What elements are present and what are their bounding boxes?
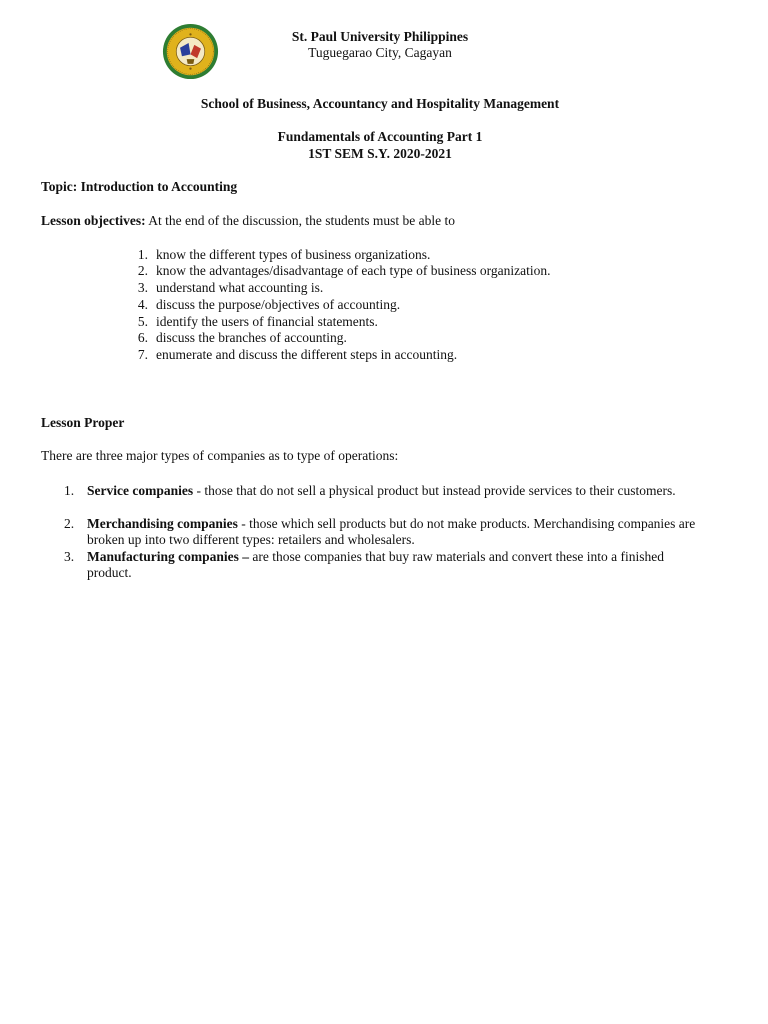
university-name: St. Paul University Philippines: [291, 29, 469, 44]
semester-label: 1ST SEM S.Y. 2020-2021: [308, 146, 452, 161]
list-item-text: know the advantages/disadvantage of each type of business organization.: [156, 263, 551, 278]
list-item-text: identify the users of financial statements.: [156, 314, 378, 329]
list-item-number: 1.: [64, 483, 75, 498]
list-item-number: 3.: [64, 549, 75, 564]
list-item-number: 6.: [137, 330, 148, 345]
list-item-number: 2.: [137, 263, 148, 278]
list-item-number: 5.: [137, 314, 148, 329]
university-location: Tuguegarao City, Cagayan: [308, 45, 452, 60]
list-item-text: understand what accounting is.: [156, 280, 324, 295]
objectives-label: Lesson objectives:: [41, 213, 146, 228]
list-item-number: 2.: [64, 516, 75, 531]
company-type-desc: - those which sell products but do not make products. Merchandising companies are broken up into two different types: retailers and wholesalers.: [87, 516, 696, 547]
list-item-text: discuss the purpose/objectives of accounting.: [156, 297, 401, 312]
list-item-number: 4.: [137, 297, 148, 312]
lesson-heading: Lesson Proper: [41, 415, 125, 430]
list-item-text: know the different types of business organizations.: [156, 247, 431, 262]
list-item-text: [87, 516, 707, 548]
objectives-line: [41, 213, 455, 229]
list-item-number: 3.: [137, 280, 148, 295]
topic-line: [41, 179, 237, 195]
company-type-term: Manufacturing companies –: [87, 549, 249, 564]
company-type-term: Merchandising companies: [87, 516, 238, 531]
objectives-intro: At the end of the discussion, the students must be able to: [148, 213, 455, 228]
school-name: School of Business, Accountancy and Hospitality Management: [200, 96, 560, 111]
list-item-text: enumerate and discuss the different steps in accounting.: [156, 347, 458, 362]
lesson-intro: There are three major types of companies as to type of operations:: [41, 448, 399, 463]
topic-label: Topic:: [41, 179, 78, 194]
course-title: Fundamentals of Accounting Part 1: [277, 129, 483, 144]
company-type-desc: - those that do not sell a physical product but instead provide services to their customers.: [193, 483, 676, 498]
list-item-number: 7.: [137, 347, 148, 362]
topic-value: Introduction to Accounting: [80, 179, 238, 194]
company-type-desc: are those companies that buy raw materials and convert these into a finished product.: [87, 549, 664, 580]
list-item-text: [87, 549, 707, 581]
list-item-number: 1.: [137, 247, 148, 262]
list-item-text: [87, 483, 707, 499]
list-item-text: discuss the branches of accounting.: [156, 330, 347, 345]
company-type-term: Service companies: [87, 483, 194, 498]
